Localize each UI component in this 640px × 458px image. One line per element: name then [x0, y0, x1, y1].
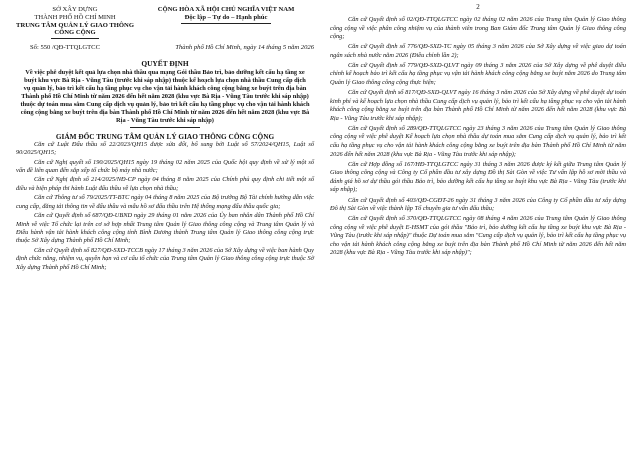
document-meta: [16, 44, 314, 52]
legal-basis-paragraph: Căn cứ Quyết định số 687/QĐ-UBND ngày 29 tháng 01 năm 2026 của Ủy ban nhân dân Thành phố Hồ Chí Minh về việc Tổ chức lại trên cơ sở hợp nhất Trung tâm Quản lý Giao thông công cộng và Trung tâm Quản lý và Điều hành vận tải hành khách công cộng tỉnh Bình Dương thành Trung tâm Quản lý Giao thông công cộng trực thuộc Sở Xây dựng Thành phố Hồ Chí Minh;: [16, 212, 314, 245]
legal-basis-paragraph: Căn cứ Quyết định số 779/QĐ-SXD-QLVT ngày 09 tháng 3 năm 2026 của Sở Xây dựng về phê duyệt điều chỉnh kế hoạch bảo trì kết cấu hạ tầng phục vụ vận tải hành khách công cộng bằng xe buýt năm 2026 do Trung tâm Quản lý Giao thông công cộng thực hiện;: [330, 61, 626, 87]
page-number: 2: [476, 3, 480, 11]
agency-line: THÀNH PHỐ HỒ CHÍ MINH: [34, 13, 116, 21]
document-header: [16, 6, 314, 39]
national-motto: Độc lập – Tự do – Hạnh phúc: [184, 13, 268, 21]
document-number: Số: 550 /QĐ-TTQLGTCC: [30, 44, 100, 52]
issuing-agency-block: [16, 6, 134, 39]
center-name: TRUNG TÂM QUẢN LÝ GIAO THÔNG CÔNG CỘNG: [16, 21, 134, 37]
legal-basis-paragraph: Căn cứ Quyết định số 403/QĐ-CGĐT-26 ngày 31 tháng 3 năm 2026 của Công ty Cổ phần đầu tư xây dựng Đô thị Sài Gòn về việc thành lập Tổ chuyên gia tư vấn đấu thầu;: [330, 196, 626, 213]
national-header-block: [138, 6, 314, 39]
document-subject: Về việc phê duyệt kết quả lựa chọn nhà thầu qua mạng Gói thầu Bảo trì, bảo dưỡng kết cấu hạ tầng xe buýt khu vực Bà Rịa - Vũng Tàu (trước khi sáp nhập) thuộc kế hoạch lựa chọn nhà thầu Cung cấp dịch vụ quản lý, bảo trì kết cấu hạ tầng phục vụ cho vận tải hành khách công cộng bằng xe buýt trên địa bàn Thành phố Hồ Chí Minh từ năm 2026 đến hết năm 2028 (khu vực Bà Rịa - Vũng Tàu trước khi sáp nhập) thuộc dự toán mua sắm Cung cấp dịch vụ quản lý, bảo trì kết cấu hạ tầng phục vụ cho vận tải hành khách công cộng bằng xe buýt trên địa bàn Thành phố Hồ Chí Minh từ năm 2026 đến hết năm 2028 (khu vực Bà Rịa - Vũng Tàu trước khi sáp nhập): [20, 69, 310, 125]
legal-basis-paragraph: Căn cứ Quyết định số 817/QĐ-SXD-QLVT ngày 16 tháng 3 năm 2026 của Sở Xây dựng về phê duyệt dự toán kinh phí và kế hoạch lựa chọn nhà thầu Cung cấp dịch vụ quản lý, bảo trì kết cấu hạ tầng phục vụ cho vận tải hành khách công cộng bằng xe buýt trên địa bàn Thành phố Hồ Chí Minh từ năm 2026 đến hết năm 2028 (khu vực Bà Rịa - Vũng Tàu trước khi sáp nhập);: [330, 89, 626, 122]
page-column-right: [330, 0, 626, 260]
issuing-authority: GIÁM ĐỐC TRUNG TÂM QUẢN LÝ GIAO THÔNG CÔNG CỘNG: [55, 131, 275, 141]
place-and-date: Thành phố Hồ Chí Minh, ngày 14 tháng 5 năm 2026: [175, 44, 314, 52]
header-rule: [51, 38, 99, 39]
motto-rule: [181, 23, 271, 24]
legal-basis-paragraph: Căn cứ Quyết định số 289/QĐ-TTQLGTCC ngày 23 tháng 3 năm 2026 của Trung tâm Quản lý Giao thông công cộng về việc phê duyệt Kế hoạch lựa chọn nhà thầu dự toán mua sắm Cung cấp dịch vụ quản lý, bảo trì kết cấu hạ tầng phục vụ cho vận tải hành khách công cộng bằng xe buýt trên địa bàn Thành phố Hồ Chí Minh từ năm 2026 đến hết năm 2028 (khu vực Bà Rịa - Vũng Tàu trước khi sáp nhập);: [330, 124, 626, 158]
legal-basis-paragraph: Căn cứ Quyết định số 776/QĐ-SXD-TC ngày 05 tháng 3 năm 2026 của Sở Xây dựng về việc giao dự toán ngân sách nhà nước năm 2026 (Điều chỉnh lần 2);: [330, 43, 626, 59]
legal-basis-paragraph: Căn cứ Luật Đấu thầu số 22/2023/QH15 được sửa đổi, bổ sung bởi Luật số 57/2024/QH15, Luật số 90/2025/QH15;: [16, 140, 314, 156]
document-title: QUYẾT ĐỊNH: [141, 59, 189, 69]
legal-basis-paragraph: Căn cứ Quyết định số 02/QĐ-TTQLGTCC ngày 02 tháng 02 năm 2026 của Trung tâm Quản lý Giao thông công cộng về việc phân công nhiệm vụ của thành viên trong Ban Giám đốc Trung tâm Quản lý Giao thông công cộng;: [330, 16, 626, 41]
legal-basis-paragraph: Căn cứ Hợp đồng số 167/HĐ-TTQLGTCC ngày 31 tháng 3 năm 2026 được ký kết giữa Trung tâm Quản lý Giao thông công cộng và Công ty Cổ phần đầu tư xây dựng Đồ thị Sài Gòn về việc Tư vấn lập hồ sơ mời thầu và đánh giá hồ sơ dự thầu gói thầu Bảo trì, bảo dưỡng kết cấu hạ tầng xe buýt khu vực Bà Rịa - Vũng Tàu (trước khi sáp nhập);: [330, 160, 626, 194]
agency-line: SỞ XÂY DỰNG: [52, 6, 98, 13]
subject-rule: [130, 127, 200, 128]
legal-basis-paragraph: Căn cứ Nghị định số 214/2025/NĐ-CP ngày 04 tháng 8 năm 2025 của Chính phủ quy định chi tiết một số điều và biện pháp thi hành Luật đấu thầu về lựa chọn nhà thầu;: [16, 176, 314, 192]
legal-basis-paragraph: Căn cứ Thông tư số 79/2025/TT-BTC ngày 04 tháng 8 năm 2025 của Bộ trưởng Bộ Tài chính hướng dẫn việc cung cấp, đăng tải thông tin về đấu thầu và mẫu hồ sơ đấu thầu trên Hệ thống mạng đấu thầu quốc gia;: [16, 194, 314, 210]
page-column-left: [16, 0, 314, 273]
nation-name: CỘNG HÒA XÃ HỘI CHỦ NGHĨA VIỆT NAM: [157, 6, 295, 13]
legal-basis-paragraph: Căn cứ Quyết định số 827/QĐ-SXD-TCCB ngày 17 tháng 3 năm 2026 của Sở Xây dựng về việc ban hành Quy định chức năng, nhiệm vụ, quyền hạn và cơ cấu tổ chức của Trung tâm Quản lý Giao thông công cộng trực thuộc Sở Xây dựng Thành phố Hồ Chí Minh;: [16, 247, 314, 271]
legal-basis-paragraph: Căn cứ Quyết định số 370/QĐ-TTQLGTCC ngày 08 tháng 4 năm 2026 của Trung tâm Quản lý Giao thông công cộng về việc phê duyệt E-HSMT của gói thầu "Bảo trì, bảo dưỡng kết cấu hạ tầng xe buýt khu vực Bà Rịa - Vũng Tàu (trước khi sáp nhập)" thuộc Dự toán mua sắm "Cung cấp dịch vụ quản lý, bảo trì kết cấu hạ tầng phục vụ cho vận tải hành khách công cộng bằng xe buýt trên địa bàn Thành phố Hồ Chí Minh từ năm 2026 đến hết năm 2028 (khu vực Bà Rịa - Vũng Tàu trước khi sáp nhập)";: [330, 215, 626, 257]
legal-basis-paragraph: Căn cứ Nghị quyết số 190/2025/QH15 ngày 19 tháng 02 năm 2025 của Quốc hội quy định về xử lý một số vấn đề liên quan đến sắp xếp tổ chức bộ máy nhà nước;: [16, 158, 314, 174]
